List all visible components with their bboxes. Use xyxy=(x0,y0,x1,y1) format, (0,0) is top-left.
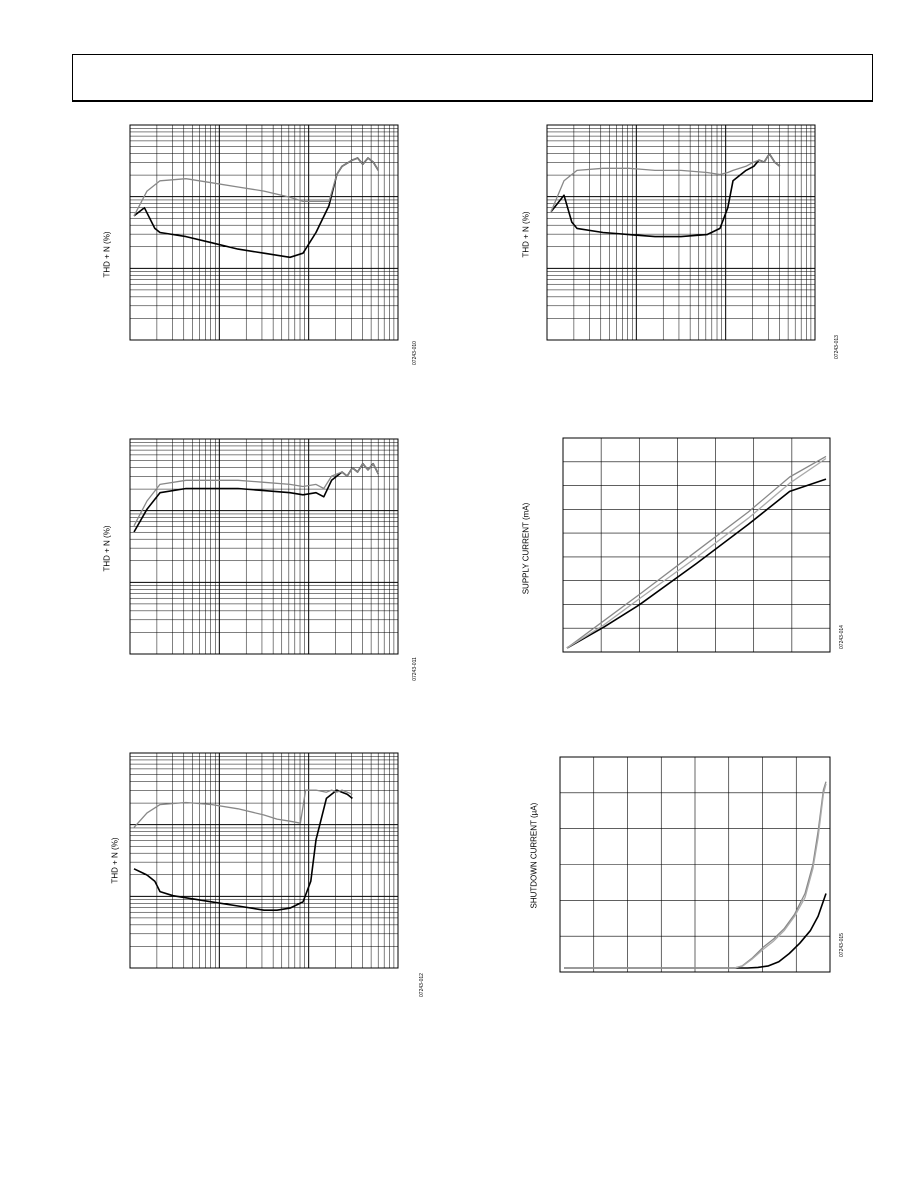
series-line-2 xyxy=(134,158,378,216)
plot-svg xyxy=(512,432,842,692)
figure-id: 07243-011 xyxy=(412,657,418,681)
plot-svg xyxy=(512,746,842,1006)
figure-id: 07243-010 xyxy=(412,341,418,365)
figure-id: 07243-015 xyxy=(839,933,845,957)
y-axis-label: SUPPLY CURRENT (mA) xyxy=(521,502,531,595)
chart-thd-3 xyxy=(95,746,425,1006)
plot-svg xyxy=(512,118,842,378)
chart-supply-current xyxy=(512,432,845,692)
y-axis-label: THD + N (%) xyxy=(102,525,112,572)
figure-id: 07243-013 xyxy=(834,335,840,359)
plot-svg xyxy=(95,432,425,692)
page-header-box xyxy=(72,54,873,102)
plot-frame xyxy=(547,125,815,340)
y-axis-label: THD + N (%) xyxy=(102,231,112,278)
plot-svg xyxy=(95,118,425,378)
figure-id: 07243-014 xyxy=(839,625,845,649)
chart-shutdown-current xyxy=(512,746,845,1006)
plot-frame xyxy=(563,438,830,652)
chart-thd-4 xyxy=(512,118,842,378)
series-line-2 xyxy=(134,790,352,827)
y-axis-label: THD + N (%) xyxy=(521,211,531,258)
figure-id: 07243-012 xyxy=(419,973,425,997)
chart-thd-1 xyxy=(95,118,425,378)
y-axis-label: SHUTDOWN CURRENT (µA) xyxy=(529,802,539,909)
plot-svg xyxy=(95,746,425,1006)
plot-frame xyxy=(130,753,398,968)
y-axis-label: THD + N (%) xyxy=(110,837,120,884)
chart-thd-2 xyxy=(95,432,425,692)
series-line-1 xyxy=(134,790,352,910)
